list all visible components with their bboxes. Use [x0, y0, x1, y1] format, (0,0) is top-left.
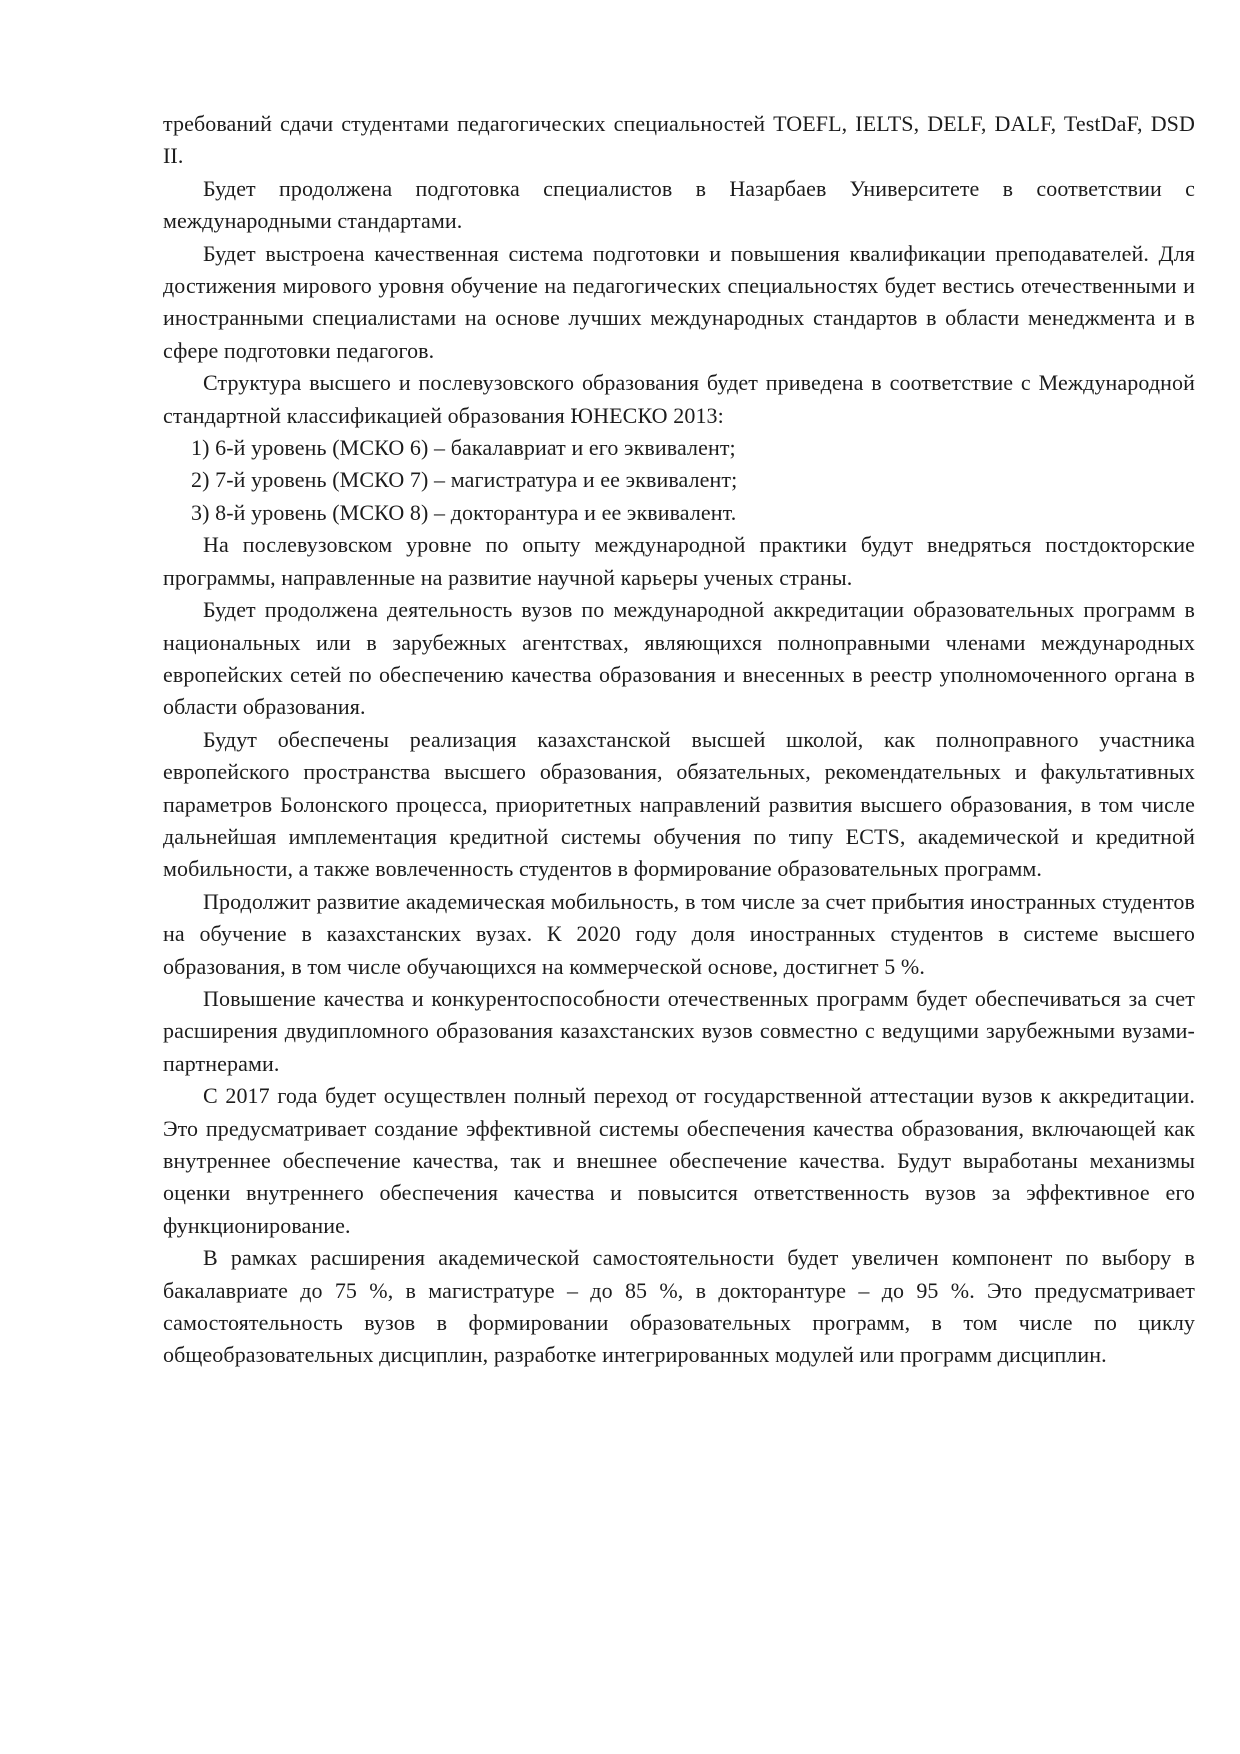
paragraph: Структура высшего и послевузовского образования будет приведена в соответствие с Международной стандартной классификацией образования ЮНЕСКО 2013: — [163, 370, 1195, 428]
paragraph: Будут обеспечены реализация казахстанской высшей школой, как полноправного участника европейского пространства высшего образования, обязательных, рекомендательных и факультативных параметров Болонского процесса, приоритетных направлений развития высшего образования, в том числе дальнейшая имплементация кредитной системы обучения по типу ECTS, академической и кредитной мобильности, а также вовлеченность студентов в формирование образовательных программ. — [163, 726, 1195, 882]
paragraph: Повышение качества и конкурентоспособности отечественных программ будет обеспечиваться за счет расширения двудипломного образования казахстанских вузов совместно с ведущими зарубежными вузами-партнерами. — [163, 985, 1195, 1076]
paragraph: На послевузовском уровне по опыту международной практики будут внедряться постдокторские программы, направленные на развитие научной карьеры ученых страны. — [163, 532, 1195, 590]
paragraph-continuation: требований сдачи студентами педагогических специальностей TOEFL, IELTS, DELF, DALF, TestDaF, DSD II. — [163, 111, 1195, 169]
paragraph: В рамках расширения академической самостоятельности будет увеличен компонент по выбору в бакалавриате до 75 %, в магистратуре – до 85 %, в докторантуре – до 95 %. Это предусматривает самостоятельность вузов в формировании образовательных программ, в том числе по циклу общеобразовательных дисциплин, разработке интегрированных модулей или программ дисциплин. — [163, 1245, 1195, 1368]
list-item: 1) 6-й уровень (МСКО 6) – бакалавриат и его эквивалент; — [191, 435, 736, 461]
paragraph: С 2017 года будет осуществлен полный переход от государственной аттестации вузов к аккредитации. Это предусматривает создание эффективной системы обеспечения качества образования, включающей как внутреннее обеспечение качества, так и внешнее обеспечение качества. Будут выработаны механизмы оценки внутреннего обеспечения качества и повысится ответственность вузов за эффективное его функционирование. — [163, 1083, 1195, 1238]
paragraph: Будет выстроена качественная система подготовки и повышения квалификации преподавателей. Для достижения мирового уровня обучение на педагогических специальностях будет вестись отечественными и иностранными специалистами на основе лучших международных стандартов в области менеджмента и в сфере подготовки педагогов. — [163, 240, 1195, 363]
paragraph: Будет продолжена деятельность вузов по международной аккредитации образовательных программ в национальных или в зарубежных агентствах, являющихся полноправными членами международных европейских сетей по обеспечению качества образования и внесенных в реестр уполномоченного органа в области образования. — [163, 597, 1195, 720]
list-item: 2) 7-й уровень (МСКО 7) – магистратура и ее эквивалент; — [191, 467, 738, 493]
list-item: 3) 8-й уровень (МСКО 8) – докторантура и ее эквивалент. — [191, 499, 737, 525]
paragraph: Будет продолжена подготовка специалистов в Назарбаев Университете в соответствии с международными стандартами. — [163, 175, 1195, 234]
paragraph: Продолжит развитие академическая мобильность, в том числе за счет прибытия иностранных студентов на обучение в казахстанских вузах. К 2020 году доля иностранных студентов в системе высшего образования, в том числе обучающихся на коммерческой основе, достигнет 5 %. — [163, 888, 1195, 979]
text-block — [163, 108, 1195, 1372]
